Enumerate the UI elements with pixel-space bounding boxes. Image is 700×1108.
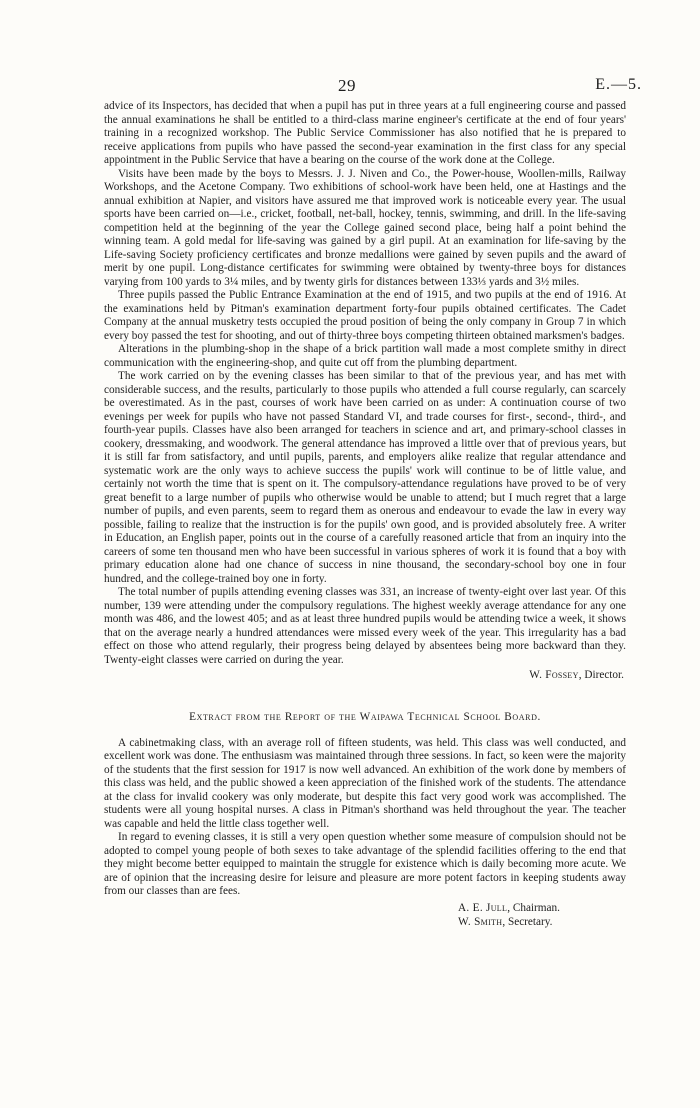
chairman-signature	[458, 901, 626, 915]
signature-name: A. E. Jull	[458, 901, 508, 914]
paragraph: advice of its Inspectors, has decided that when a pupil has put in three years at a full engineering course and passed the annual examinations he shall be entitled to a third-class marine engineer's certificate at the end of four years' training in a recognized workshop. The Public Service Commissioner has also notified that he is prepared to receive applications from pupils who have passed the second-year examination in the first class for any special appointment in the Public Service that have a bearing on the course of the work done at the College.	[104, 100, 626, 166]
section-title: Extract from the Report of the Waipawa Technical School Board.	[189, 710, 541, 723]
page-body	[104, 100, 626, 929]
director-signature	[104, 669, 626, 683]
signature-title: , Chairman.	[507, 901, 560, 914]
paragraph: A cabinetmaking class, with an average roll of fifteen students, was held. This class was well conducted, and excellent work was done. The enthusiasm was maintained through three sessions. In fact, so keen were the majority of the students that the first session for 1917 is now well advanced. An exhibition of the work done by members of this class was held, and the public showed a keen appreciation of the finished work of the students. The attendance at the class for invalid cookery was only moderate, but despite this fact very good work was accomplished. The students were all young hospital nurses. A class in Pitman's shorthand was held throughout the year. The teacher was capable and held the little class together well.	[104, 736, 626, 830]
paragraph: Alterations in the plumbing-shop in the shape of a brick partition wall made a most complete smithy in direct communication with the engineering-shop, and quite cut off from the plumbing department.	[104, 343, 626, 369]
signature-name: W. Fossey	[529, 669, 579, 681]
signature-name: W. Smith	[458, 915, 503, 928]
signature-title: , Secretary.	[502, 915, 553, 928]
secretary-signature	[458, 915, 626, 929]
signature-title: , Director.	[578, 669, 624, 681]
paragraph: The work carried on by the evening classes has been similar to that of the previous year, and has met with considerable success, and the results, particularly to those pupils who attended a full course regularly, can scarcely be overestimated. As in the past, courses of work have been carried on as under: A continuation course of two evenings per week for pupils who have not passed Standard VI, and trade courses for first-, second-, third-, and fourth-year pupils. Classes have also been arranged for teachers in science and art, and primary-school classes in cookery, dressmaking, and woodwork. The general attendance has improved a little over that of previous years, but it is still far from satisfactory, and until pupils, parents, and employers alike realize that regular attendance and systematic work are the only ways to achieve success the pupils' work will continue to be of little value, and certainly not worth the time that is spent on it. The compulsory-attendance regulations have proved to be of very great benefit to a large number of pupils who otherwise would be unable to attend; but I much regret that a large number of pupils, and even parents, seem to regard them as onerous and endeavour to evade the law in every way possible, failing to realize that the instruction is for the pupils' own good, and is provided absolutely free. A writer in Education, an English paper, points out in the course of a carefully reasoned article that from an inquiry into the careers of some ten thousand men who have been successful in various spheres of work it is found that a boy with primary education alone had one chance of success in nine thousand, the secondary-school boy one in four hundred, and the college-trained boy one in forty.	[104, 370, 626, 585]
paragraph: Three pupils passed the Public Entrance Examination at the end of 1915, and two pupils at the end of 1916. At the examinations held by Pitman's examination department forty-four pupils obtained certificates. The Cadet Company at the annual musketry tests occupied the proud position of being the only company in Group 7 in which every boy passed the test for shooting, and out of thirty-three boys competing thirteen obtained marksmen's badges.	[104, 289, 626, 342]
document-reference: E.—5.	[595, 76, 642, 93]
board-signatures	[458, 901, 626, 929]
paragraph: The total number of pupils attending evening classes was 331, an increase of twenty-eight over last year. Of this number, 139 were attending under the compulsory regulations. The highest weekly average attendance for any one month was 486, and the lowest 405; and as at least three hundred pupils would be attending twice a week, it shows that on the average nearly a hundred attendances were missed every week of the year. This irregularity has a bad effect on those who attend regularly, their progress being delayed by absentees being more backward than they. Twenty-eight classes were carried on during the year.	[104, 586, 626, 666]
page-header	[100, 76, 642, 98]
page-number: 29	[338, 76, 356, 95]
paragraph: In regard to evening classes, it is still a very open question whether some measure of compulsion should not be adopted to compel young people of both sexes to take advantage of the splendid facilities offering to the end that they might become better equipped to maintain the struggle for existence which is daily becoming more acute. We are of opinion that the increasing desire for leisure and pleasure are more potent factors in keeping students away from our classes than are fees.	[104, 831, 626, 897]
paragraph: Visits have been made by the boys to Messrs. J. J. Niven and Co., the Power-house, Woollen-mills, Railway Workshops, and the Acetone Company. Two exhibitions of school-work have been held, one at Hastings and the annual exhibition at Napier, and visitors have assured me that improved work is noticeable every year. The usual sports have been carried on—i.e., cricket, football, net-ball, hockey, tennis, swimming, and drill. In the life-saving competition held at the beginning of the year the College gained second place, being half a point behind the winning team. A gold medal for life-saving was gained by a girl pupil. At an examination for life-saving by the Life-saving Society proficiency certificates and bronze medallions were gained by seven pupils and the award of merit by one pupil. Long-distance certificates for swimming were obtained by twenty-three boys for distances varying from 100 yards to 3¼ miles, and by twenty girls for distances between 133⅓ yards and 3½ miles.	[104, 167, 626, 288]
